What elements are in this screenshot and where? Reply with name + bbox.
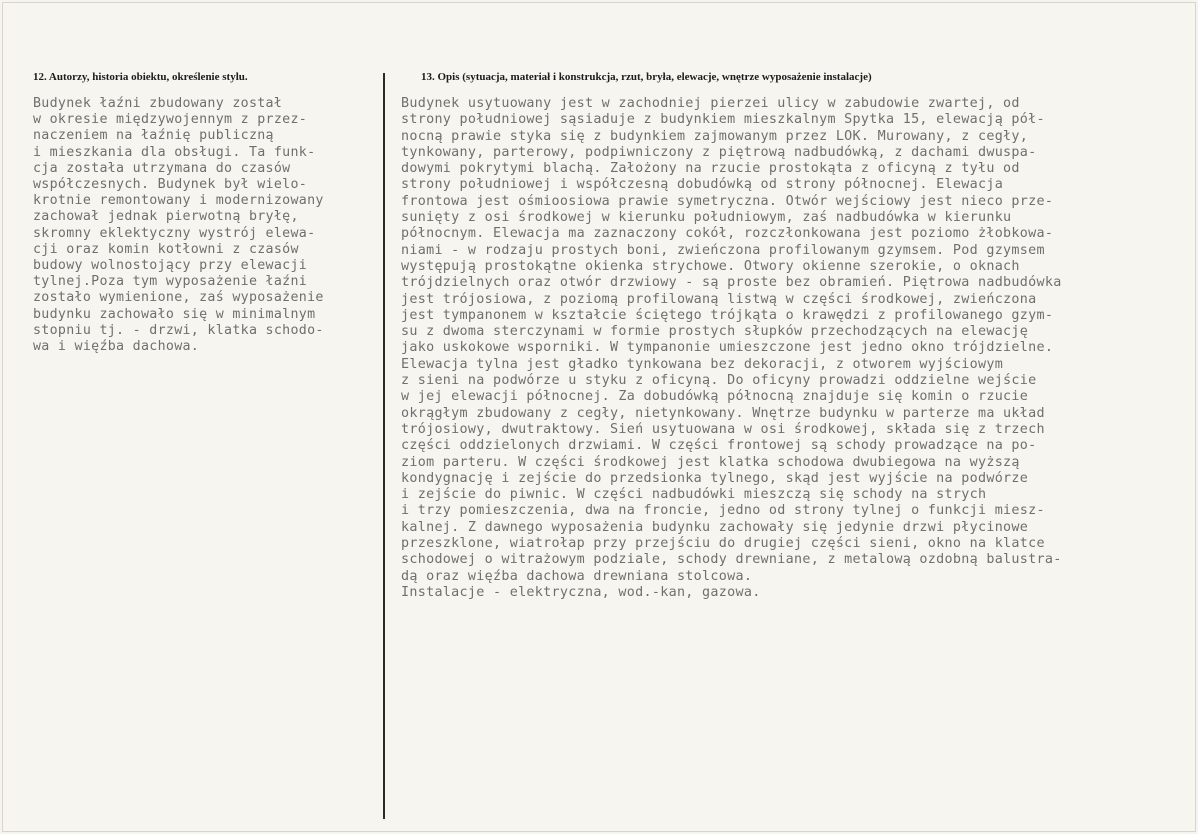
section-12-heading: 12. Autorzy, historia obiektu, określenie stylu. — [33, 71, 248, 83]
record-card — [2, 2, 1196, 832]
description-text: Budynek usytuowany jest w zachodniej pierzei ulicy w zabudowie zwartej, od strony południowej sąsiaduje z budynkiem mieszkalnym Spytka 15, elewacją pół- nocną prawie styka się z budynkiem zajmowanym przez LOK. Murowany, z cegły, tynkowany, parterowy, podpiwniczony z piętrową nadbudówką, z dachami dwuspa- dowymi pokrytymi blachą. Założony na rzucie prostokąta z oficyną z tyłu od strony południowej i współczesną dobudówką od strony północnej. Elewacja frontowa jest ośmioosiowa prawie symetryczna. Otwór wejściowy jest nieco prze- sunięty z osi środkowej w kierunku południowym, zaś nadbudówka w kierunku północnym. Elewacja ma zaznaczony cokół, rozczłonkowana jest poziomo żłobkowa- niami - w rodzaju prostych boni, zwieńczona profilowanym gzymsem. Pod gzymsem występują prostokątne okienka strychowe. Otwory okienne szerokie, o oknach trójdzielnych oraz otwór drzwiowy - są proste bez obramień. Piętrowa nadbudówka jest trójosiowa, z poziomą profilowaną listwą w części środkowej, zwieńczona jest tympanonem w kształcie ściętego trójkąta o krawędzi z profilowanego gzym- su z dwoma sterczynami w formie prostych słupków przechodzących na elewację jako uskokowe wsporniki. W tympanonie umieszczone jest jedno okno trójdzielne. Elewacja tylna jest gładko tynkowana bez dekoracji, z otworem wyjściowym z sieni na podwórze u styku z oficyną. Do oficyny prowadzi oddzielne wejście w jej elewacji północnej. Za dobudówką północną znajduje się komin o rzucie okrągłym zbudowany z cegły, nietynkowany. Wnętrze budynku w parterze ma układ trójosiowy, dwutraktowy. Sień usytuowana w osi środkowej, składa się z trzech części oddzielonych drzwiami. W części frontowej są schody prowadzące na po- ziom parteru. W części środkowej jest klatka schodowa dwubiegowa na wyższą kondygnację i zejście do przedsionka tylnego, skąd jest wyjście na podwórze i zejście do piwnic. W części nadbudówki mieszczą się schody na strych i trzy pomieszczenia, dwa na froncie, jedno od strony tylnej o funkcji miesz- kalnej. Z dawnego wyposażenia budynku zachowały się jedynie drzwi płycinowe przeszklone, wiatrołap przy przejściu do drugiej części sieni, okno na klatce schodowej o witrażowym podziale, schody drewniane, z metalową ozdobną balustra- dą oraz więźba dachowa drewniana stolcowa. Instalacje - elektryczna, wod.-kan, gazowa. — [401, 96, 1062, 600]
column-divider — [383, 73, 385, 819]
history-text: Budynek łaźni zbudowany został w okresie międzywojennym z przez- naczeniem na łaźnię publiczną i mieszkania dla obsługi. Ta funk- cja została utrzymana do czasów współczesnych. Budynek był wielo- krotnie remontowany i modernizowany zachował jednak pierwotną bryłę, skromny eklektyczny wystrój elewa- cji oraz komin kotłowni z czasów budowy wolnostojący przy elewacji tylnej.Poza tym wyposażenie łaźni zostało wymienione, zaś wyposażenie budynku zachowało się w minimalnym stopniu tj. - drzwi, klatka schodo- wa i więźba dachowa. — [33, 96, 324, 355]
section-13-heading: 13. Opis (sytuacja, materiał i konstrukcja, rzut, bryła, elewacje, wnętrze wyposażenie instalacje) — [421, 71, 872, 83]
